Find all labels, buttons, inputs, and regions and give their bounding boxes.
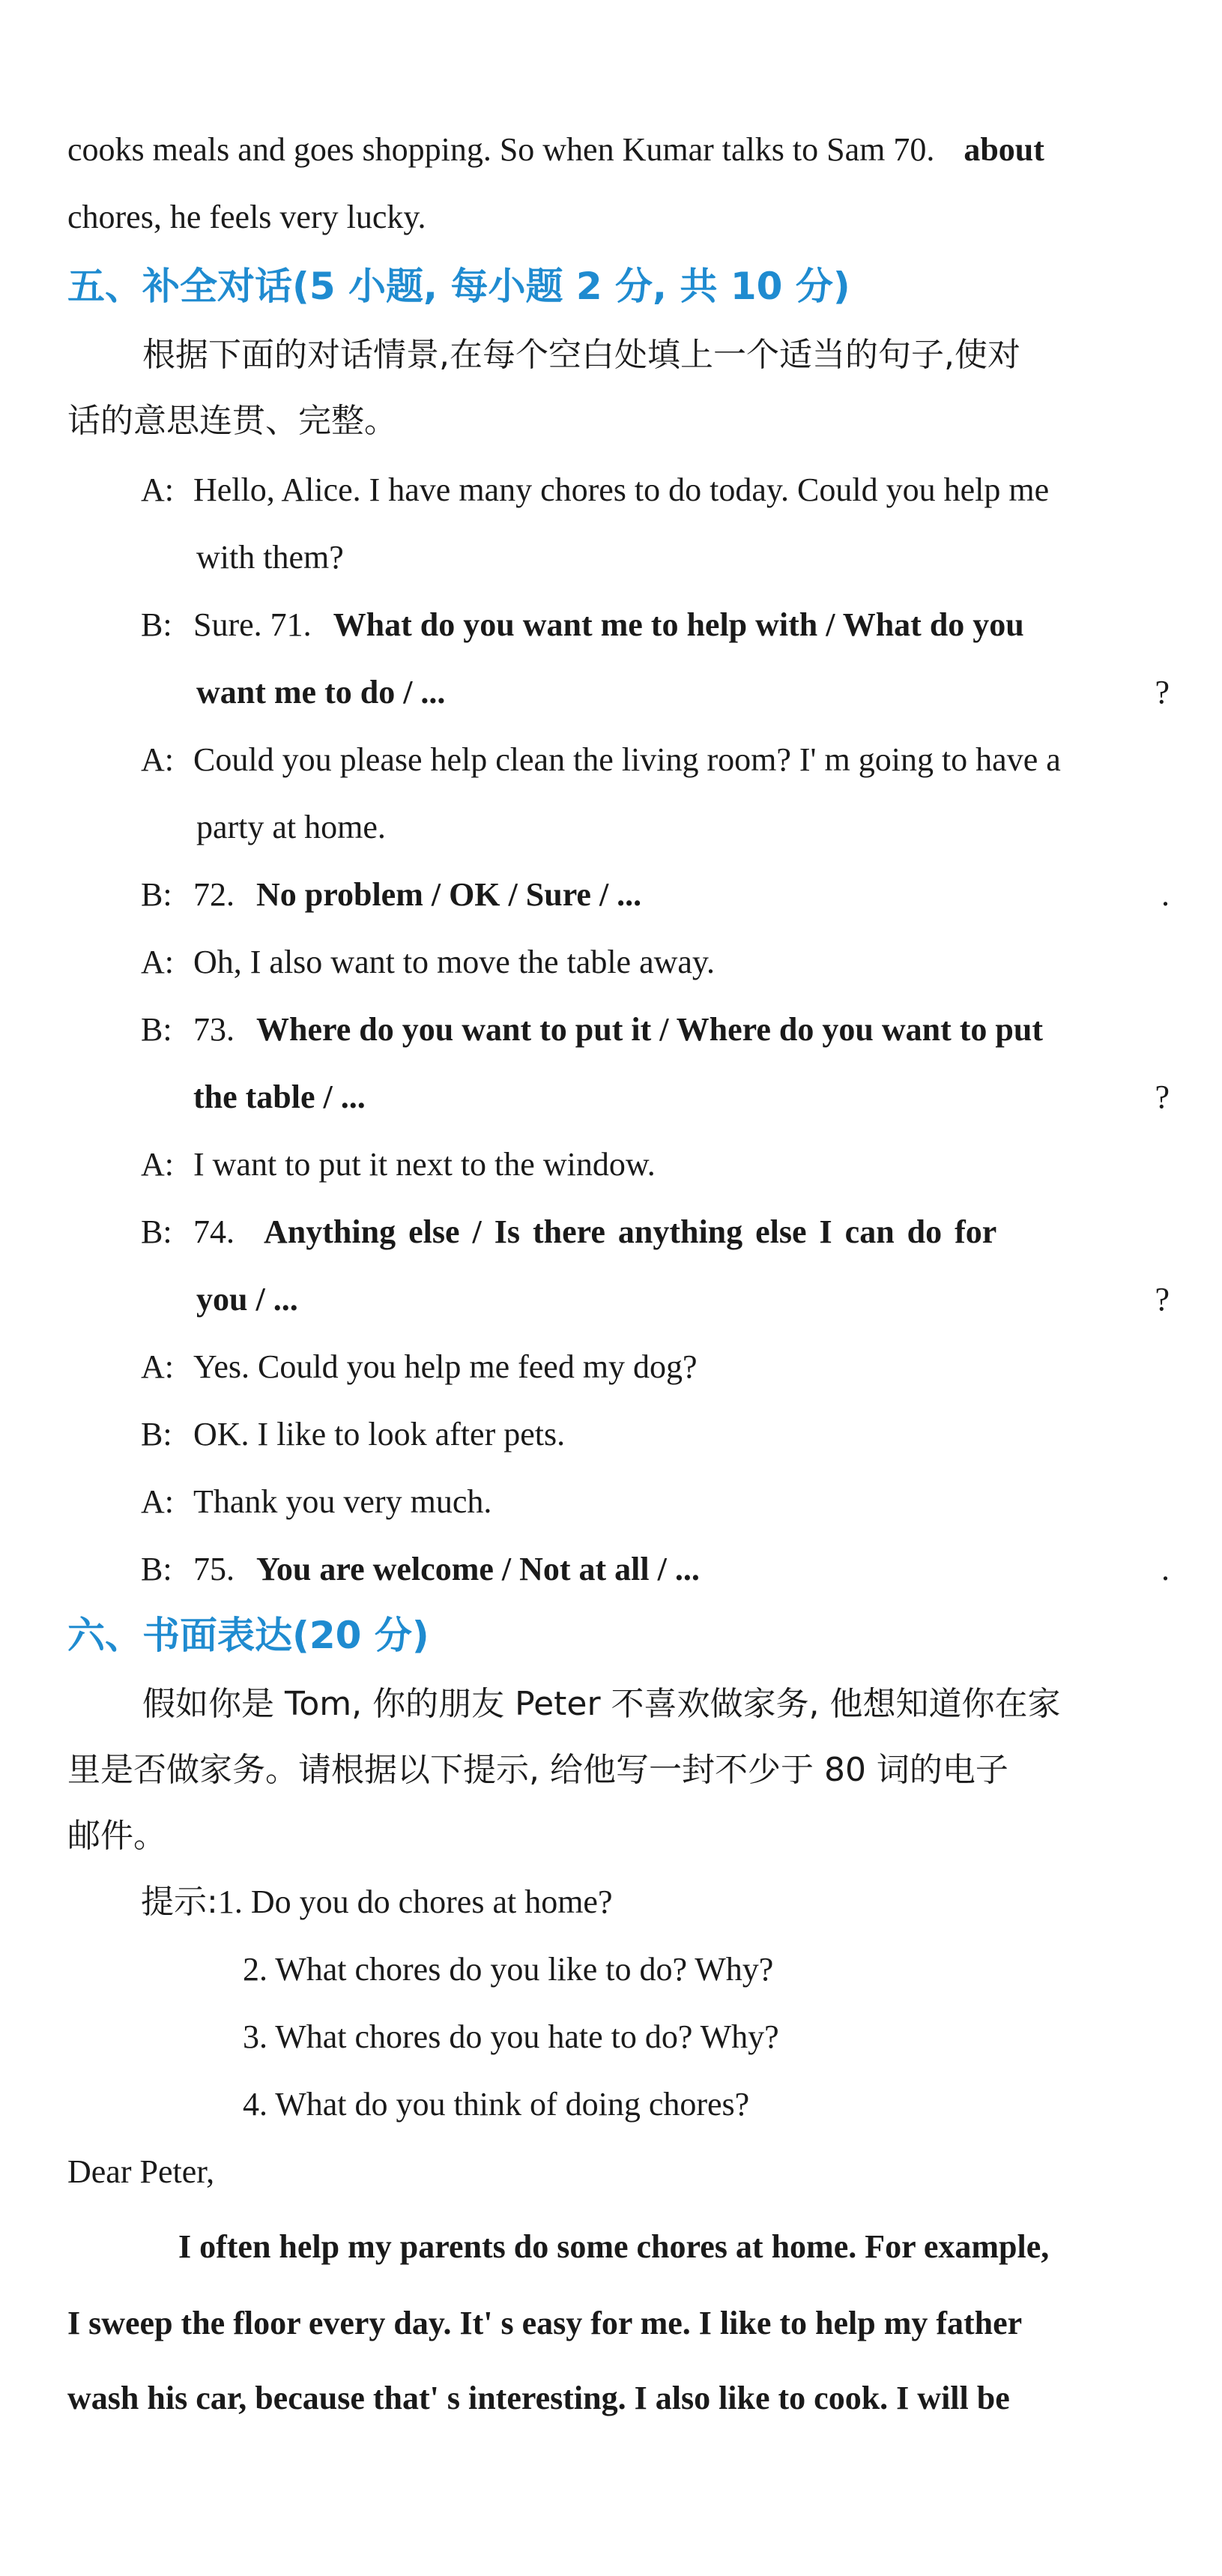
- end-mark-74: ?: [1155, 1281, 1170, 1318]
- end-mark-71: ?: [1155, 674, 1170, 711]
- passage-line-2: chores, he feels very lucky.: [67, 199, 426, 235]
- dialogue-line-a1-1: A: Hello, Alice. I have many chores to do today. Could you help me: [141, 471, 1050, 508]
- dialogue-line-b71-1: B: Sure. 71. What do you want me to help with / What do you: [141, 606, 1024, 643]
- passage-line-1: cooks meals and goes shopping. So when Kumar talks to Sam 70. about: [67, 131, 1044, 168]
- dialogue-line-a3: A: Oh, I also want to move the table away.: [141, 944, 716, 980]
- end-mark-75: .: [1161, 1551, 1170, 1587]
- hint-line-1: 提示:1. Do you do chores at home?: [141, 1883, 613, 1921]
- dialogue-line-b73-1: B: 73. Where do you want to put it / Where do you want to put: [141, 1011, 1044, 1048]
- dialogue-line-b5: B: OK. I like to look after pets.: [141, 1416, 566, 1453]
- letter-greeting: Dear Peter,: [67, 2153, 215, 2190]
- answer-73: Where do you want to put it / Where do you want to put: [256, 1011, 1044, 1048]
- hint-label: 提示:: [141, 1883, 218, 1921]
- hint-line-3: 3. What chores do you hate to do? Why?: [243, 2018, 779, 2055]
- section-5-instruction-1: 根据下面的对话情景,在每个空白处填上一个适当的句子,使对: [142, 336, 1020, 374]
- answer-74-cont: you / ...: [196, 1281, 298, 1318]
- dialogue-line-b72: B: 72. No problem / OK / Sure / ...: [141, 876, 642, 913]
- dialogue-line-a2-1: A: Could you please help clean the living room? I' m going to have a: [141, 741, 1061, 778]
- hint-line-2: 2. What chores do you like to do? Why?: [243, 1951, 774, 1988]
- dialogue-line-a4: A: I want to put it next to the window.: [141, 1146, 656, 1183]
- section-6-prompt-3: 邮件。: [67, 1817, 166, 1855]
- essay-line-1: I often help my parents do some chores at home. For example,: [178, 2228, 1050, 2265]
- end-mark-73: ?: [1155, 1079, 1170, 1115]
- section-6-prompt-1: 假如你是 Tom, 你的朋友 Peter 不喜欢做家务, 他想知道你在家: [142, 1685, 1061, 1723]
- dialogue-line-a2-2: party at home.: [196, 809, 386, 845]
- answer-71-cont: want me to do / ...: [196, 674, 446, 711]
- dialogue-line-a1-2: with them?: [196, 539, 344, 576]
- answer-72: No problem / OK / Sure / ...: [256, 876, 642, 913]
- answer-74: Anything else / Is there anything else I can do for: [264, 1213, 997, 1250]
- dialogue-line-b74-1: B: 74. Anything else / Is there anything else I can do for: [141, 1213, 997, 1250]
- hint-line-4: 4. What do you think of doing chores?: [243, 2086, 750, 2123]
- answer-73-cont: the table / ...: [193, 1079, 366, 1115]
- dialogue-line-a6: A: Thank you very much.: [141, 1483, 492, 1520]
- dialogue-line-b75: B: 75. You are welcome / Not at all / ...: [141, 1551, 700, 1587]
- answer-71: What do you want me to help with / What do you: [333, 606, 1024, 643]
- section-5-instruction-2: 话的意思连贯、完整。: [67, 402, 397, 440]
- essay-line-3: wash his car, because that' s interesting. I also like to cook. I will be: [67, 2380, 1010, 2416]
- answer-75: You are welcome / Not at all / ...: [256, 1551, 700, 1587]
- end-mark-72: .: [1161, 876, 1170, 913]
- section-6-heading: 六、书面表达(20 分): [67, 1614, 429, 1657]
- essay-line-2: I sweep the floor every day. It' s easy for me. I like to help my father: [67, 2305, 1023, 2341]
- section-5-heading: 五、补全对话(5 小题, 每小题 2 分, 共 10 分): [67, 265, 850, 308]
- section-6-prompt-2: 里是否做家务。请根据以下提示, 给他写一封不少于 80 词的电子: [67, 1751, 1008, 1789]
- dialogue-line-a5: A: Yes. Could you help me feed my dog?: [141, 1348, 698, 1385]
- answer-70: about: [964, 131, 1044, 168]
